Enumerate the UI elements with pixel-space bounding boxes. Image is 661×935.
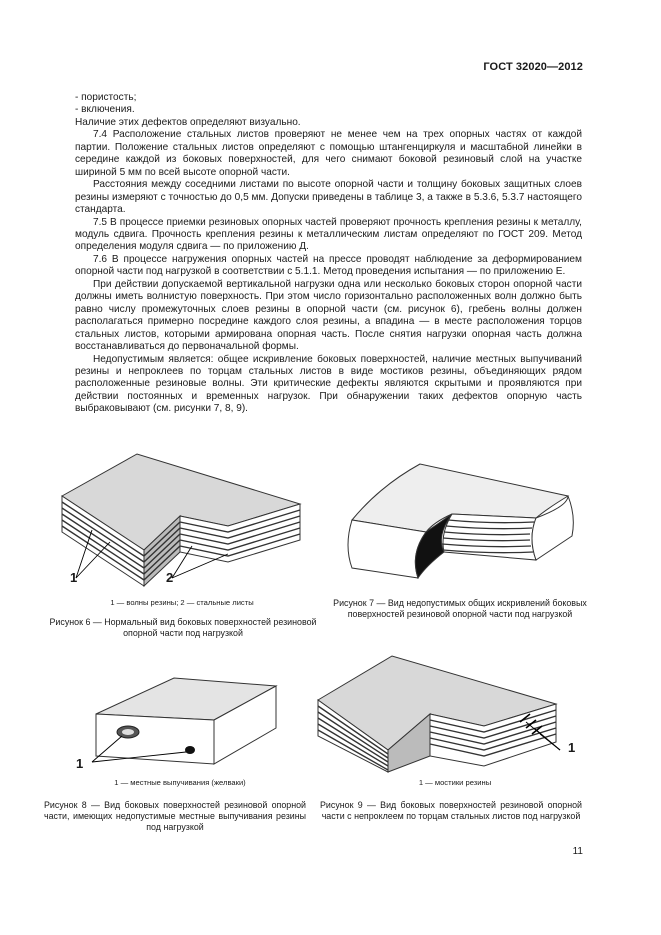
figure-6-legend: 1 — волны резины; 2 — стальные листы (110, 598, 254, 607)
figure-8-legend: 1 — местные выпучивания (желваки) (114, 778, 246, 787)
figure-6-drawing (52, 450, 312, 590)
figure-7-drawing (340, 456, 580, 586)
page-number: 11 (572, 846, 583, 857)
paragraph-defects: Недопустимым является: общее искривление боковых поверхностей, наличие местных выпучиваний резины и непроклеев по торцам стальных листов в виде мостиков резины, объединяющих рядом расположенные резиновые волны. Эти критические дефекты являются скрытыми и проявляются при действии постоянных и временных нагрузок. При обнаружении таких дефектов опорную часть выбраковывают (см. рисунки 7, 8, 9). (75, 353, 582, 415)
paragraph-waves: При действии допускаемой вертикальной нагрузки одна или несколько боковых сторон опорной части должны иметь волнистую поверхность. При этом число горизонтально расположенных волн должно быть равно числу промежуточных слоев резины в опорной части (см. рисунок 6), гребень волны должен располагаться примерно посредине каждого слоя резины, а впадина — в месте расположения торцов стальных листов, которыми армирована опорная часть. После снятия нагрузки опорная часть должна восстанавливаться до первоначальной формы. (75, 278, 582, 353)
figure-8-drawing (70, 660, 290, 770)
figure-9-caption: Рисунок 9 — Вид боковых поверхностей резиновой опорной части с непроклеем по торцам стальных листов под нагрузкой (320, 800, 582, 821)
figure-6-caption: Рисунок 6 — Нормальный вид боковых поверхностей резиновой опорной части под нагрузкой (49, 617, 317, 638)
figure-7-caption: Рисунок 7 — Вид недопустимых общих искривлений боковых поверхностей резиновой опорной части под нагрузкой (333, 598, 587, 619)
paragraph-7-5: 7.5 В процессе приемки резиновых опорных частей проверяют прочность крепления резины к металлу, модуль сдвига. Прочность крепления резины к металлическим листам определяют по ГОСТ 209. Метод определения модуля сдвига — по приложению Д. (75, 216, 582, 253)
figure-6-label-2: 2 (166, 570, 174, 585)
document-header: ГОСТ 32020—2012 (483, 61, 583, 73)
paragraph-7-4: 7.4 Расположение стальных листов проверяют не менее чем на трех опорных частях от каждой партии. Положение стальных листов определяют с помощью штангенциркуля и масштабной линейки в середине каждой из боковых поверхностей, для чего снимают боковой резиновый слой на участке шириной 5 мм по всей высоте опорной части. (75, 129, 582, 178)
figure-9-label-1: 1 (568, 740, 576, 755)
list-item-porosity: - пористость; (75, 92, 137, 103)
figure-8-caption: Рисунок 8 — Вид боковых поверхностей резиновой опорной части, имеющих недопустимые местные выпучивания резины под нагрузкой (44, 800, 306, 832)
paragraph-7-6: 7.6 В процессе нагружения опорных частей на прессе проводят наблюдение за деформированием опорной части под нагрузкой в соответствии с 5.1.1. Метод проведения испытания — по приложению Е. (75, 253, 582, 278)
list-item-inclusions: - включения. (75, 104, 135, 116)
paragraph-visual: Наличие этих дефектов определяют визуально. (75, 116, 301, 128)
paragraph-distances: Расстояния между соседними листами по высоте опорной части и толщину боковых защитных слоев резины измеряют с точностью до 0,5 мм. Допуски приведены в таблице 3, а также в 5.3.6, 5.3.7 настоящего стандарта. (75, 179, 582, 216)
figure-9-legend: 1 — мостики резины (418, 778, 492, 787)
figure-8-label-1: 1 (76, 756, 84, 771)
figure-9-drawing (312, 650, 582, 775)
body-text (75, 92, 582, 416)
figure-6-label-1: 1 (70, 570, 78, 585)
